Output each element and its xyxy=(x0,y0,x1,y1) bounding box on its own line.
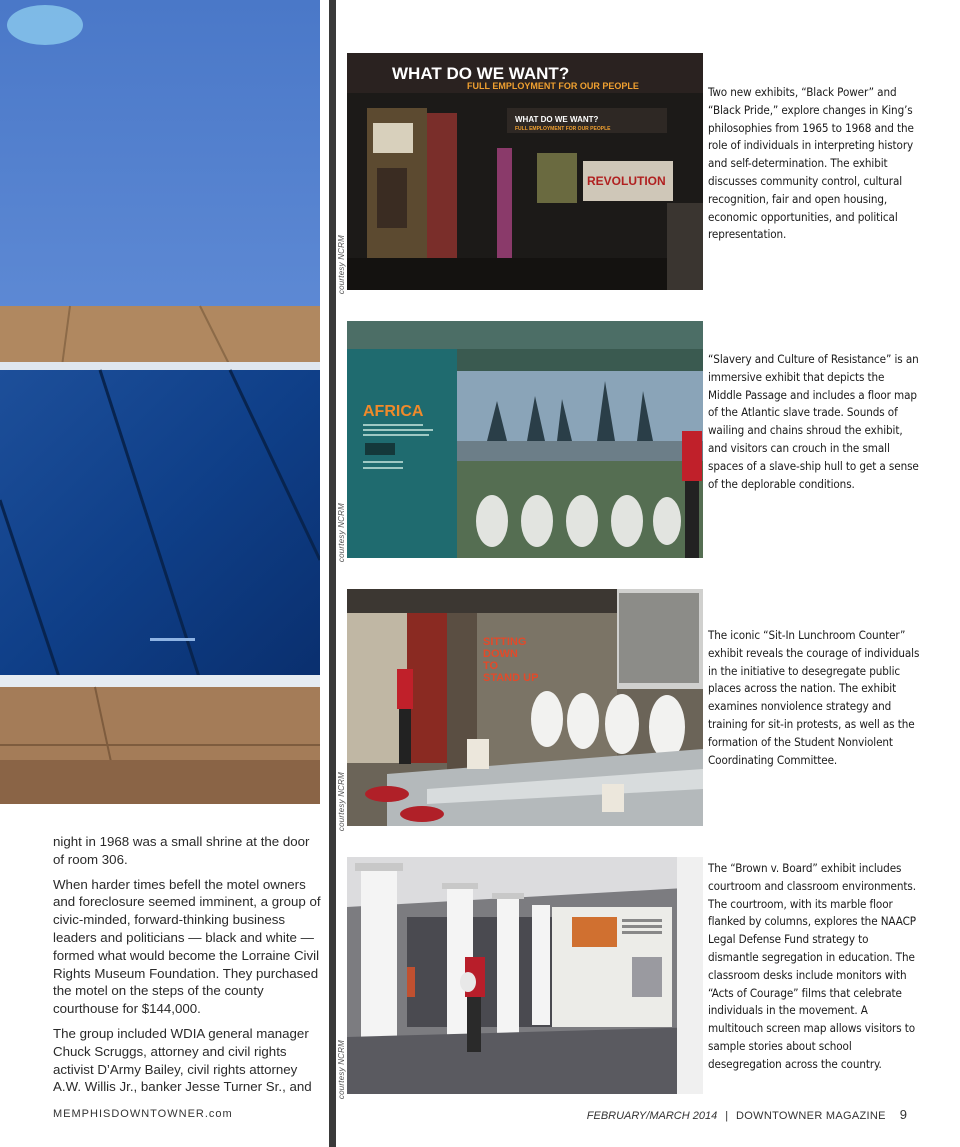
exhibit-caption: The iconic “Sit-In Lunchroom Counter” exhibit reveals the courage of individuals in the initiative to desegregate public places across the nation. The exhibit examines nonviolence strategy and training for sit-in protests, as well as the formation of the Student Nonviolent Coordinating Committee. xyxy=(708,628,920,767)
footer-separator: | xyxy=(725,1110,729,1122)
exhibit-caption: The “Brown v. Board” exhibit includes courtroom and classroom environments. The courtroom, with its marble floor flanked by columns, explores the NAACP Legal Defense Fund strategy to dismantle segregation in education. The classroom desks include monitors with “Acts of Courage” films that celebrate individuals in the movement. A multitouch screen map allows visitors to sample stories about school desegregation across the country. xyxy=(708,861,916,1071)
africa-panel-title: AFRICA xyxy=(363,403,424,420)
exhibit-subhead-small: FULL EMPLOYMENT FOR OUR PEOPLE xyxy=(515,126,611,132)
article-paragraph: The group included WDIA general manager Chuck Scruggs, attorney and civil rights activist D’Army Bailey, civil rights attorney A.W. Willis Jr., banker Jesse Turner Sr., and xyxy=(53,1025,312,1095)
footer-site-url[interactable]: MEMPHISDOWNTOWNER.com xyxy=(53,1108,233,1120)
article-paragraph: night in 1968 was a small shrine at the door of room 306. xyxy=(53,834,310,867)
footer-issue-date: FEBRUARY/MARCH 2014 xyxy=(586,1110,718,1122)
article-body xyxy=(53,833,323,1103)
revolution-sign: REVOLUTION xyxy=(587,174,666,188)
sit-in-wall-text: DOWN xyxy=(483,648,518,660)
page-number: 9 xyxy=(899,1107,907,1122)
exhibit-headline: WHAT DO WE WANT? xyxy=(392,64,570,83)
article-paragraph: When harder times befell the motel owners and foreclosure seemed imminent, a group of civic-minded, forward-thinking business leaders and politicians — black and white — formed what would become the Lorraine Civil Rights Museum Foundation. They purchased the motel on the steps of the county courthouse for $144,000. xyxy=(53,876,321,1017)
photo-credit: courtesy NCRM xyxy=(337,235,346,295)
footer-magazine-name: DOWNTOWNER MAGAZINE xyxy=(736,1110,886,1122)
footer-folio xyxy=(587,1107,907,1122)
sit-in-exhibit-photo xyxy=(347,589,703,826)
exhibit-caption: Two new exhibits, “Black Power” and “Black Pride,” explore changes in King’s philosophies from 1965 to 1968 and the role of individuals in interpreting history and self-determination. The exhibit discusses community control, cultural recognition, fair and open housing, economic opportunities, and political representation. xyxy=(708,85,914,242)
building-facade-photo xyxy=(0,0,320,804)
slavery-exhibit-photo xyxy=(347,321,703,558)
brown-v-board-exhibit-photo xyxy=(347,857,703,1094)
exhibit-headline-small: WHAT DO WE WANT? xyxy=(515,115,599,124)
photo-credit: courtesy NCRM xyxy=(337,772,346,832)
sit-in-wall-text: SITTING xyxy=(483,636,527,648)
column-divider xyxy=(329,0,336,1147)
exhibit-subhead: FULL EMPLOYMENT FOR OUR PEOPLE xyxy=(467,81,639,91)
black-power-exhibit-photo xyxy=(347,53,703,290)
sit-in-wall-text: TO xyxy=(483,660,499,672)
exhibit-caption: “Slavery and Culture of Resistance” is an immersive exhibit that depicts the Middle Passage and includes a floor map of the Atlantic slave trade. Sounds of wailing and chains shroud the exhibit, and visitors can crouch in the small spaces of a slave-ship hull to get a sense of the deplorable conditions. xyxy=(708,352,919,491)
photo-credit: courtesy NCRM xyxy=(337,1040,346,1100)
sit-in-wall-text: STAND UP xyxy=(483,672,539,684)
photo-credit: courtesy NCRM xyxy=(337,503,346,563)
